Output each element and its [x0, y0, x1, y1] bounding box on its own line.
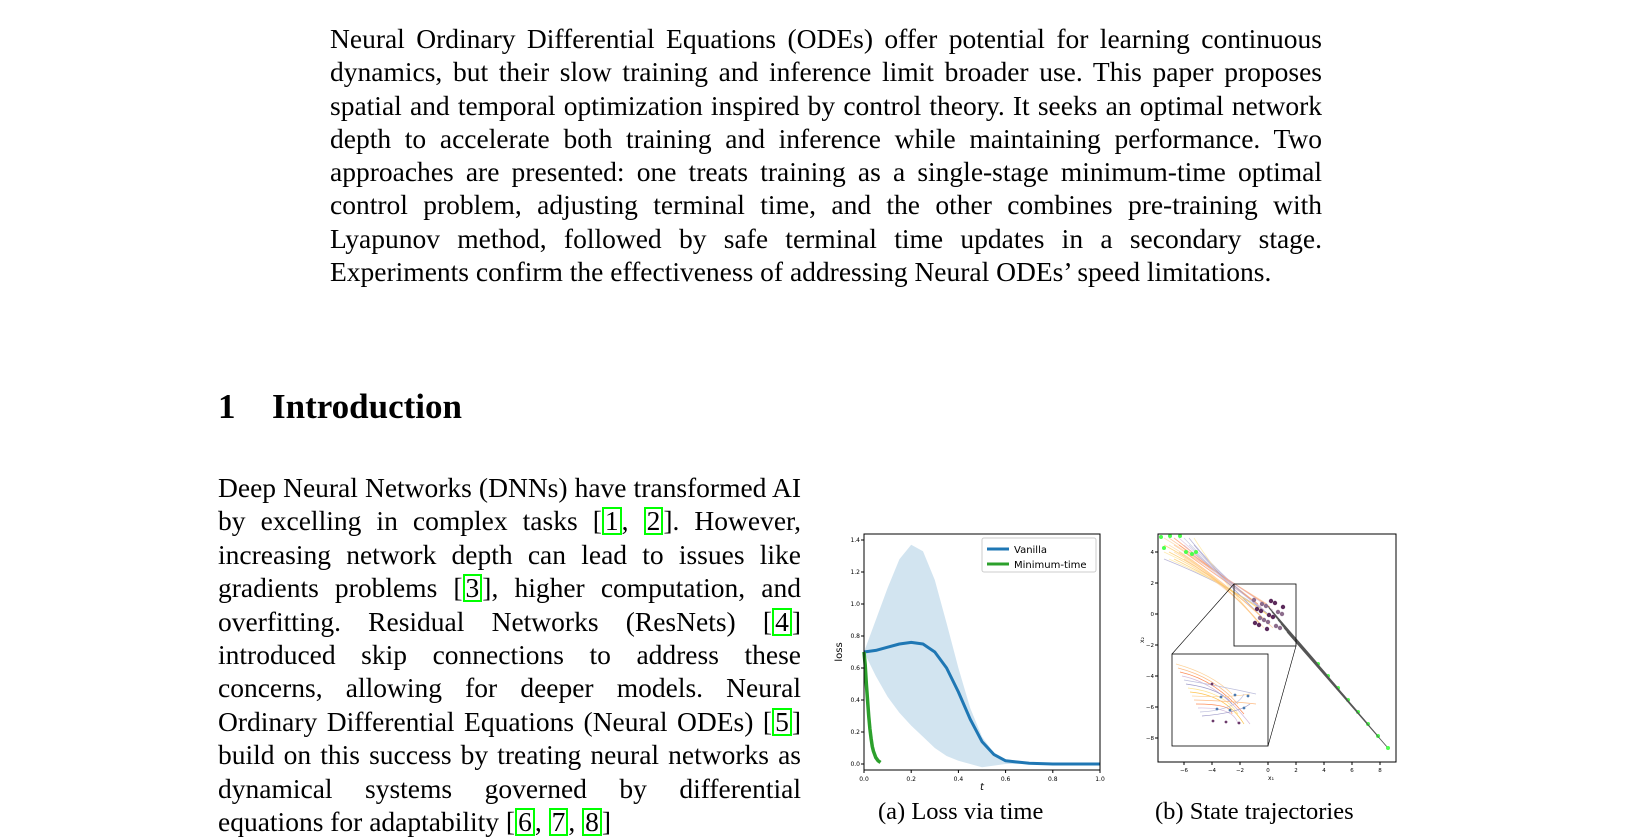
cluster-point — [1264, 604, 1268, 608]
trajectory-line — [1169, 552, 1267, 622]
x-tick-label: −4 — [1207, 768, 1217, 774]
cluster-point — [1257, 623, 1261, 627]
y-tick-label: 4 — [1150, 550, 1154, 556]
cluster-point — [1262, 618, 1266, 622]
intro-text: , — [621, 505, 644, 537]
trajectory-line — [1174, 552, 1270, 625]
start-point — [1184, 550, 1188, 554]
citation-link[interactable]: 7 — [549, 808, 569, 836]
x-tick-label: 0.2 — [906, 776, 916, 783]
x-tick-label: 0.8 — [1048, 776, 1058, 783]
cluster-point — [1280, 612, 1284, 616]
cluster-point — [1271, 615, 1275, 619]
legend-entry: Minimum-time — [1014, 560, 1087, 571]
intro-text: ] build on this success by treating neural networks as dynamical systems governed by differential equations for adaptability [ — [218, 705, 801, 838]
section-heading — [218, 387, 462, 427]
intro-text: , — [534, 806, 549, 838]
intro-text: ], higher computation, and overfitting. Residual Networks (ResNets) [ — [218, 572, 801, 637]
x-tick-label: −2 — [1235, 768, 1245, 774]
y-tick-label: 0.2 — [850, 729, 860, 736]
citation-link[interactable]: 1 — [602, 507, 622, 535]
cluster-point — [1281, 605, 1285, 609]
citation-link[interactable]: 3 — [463, 574, 483, 602]
inset-point — [1243, 707, 1246, 710]
cluster-point — [1253, 621, 1257, 625]
y-tick-label: −8 — [1145, 736, 1154, 742]
x-axis-label: t — [980, 782, 984, 793]
cluster-point — [1276, 610, 1280, 614]
trajectory-line — [1179, 559, 1258, 622]
abstract-text: Neural Ordinary Differential Equations (ODEs) offer potential for learning continuous dynamics, but their slow training and inference limit broader use. This paper proposes spatial and temporal optimization inspired by control theory. It seeks an optimal network depth to accelerate both training and inference while maintaining performance. Two approaches are presented: one treats training as a single-stage minimum-time optimal control problem, adjusting terminal time, and the other combines pre-training with Lyapunov method, followed by safe terminal time updates in a secondary stage. Experiments confirm the effectiveness of addressing Neural ODEs’ speed limitations. — [330, 23, 1322, 288]
start-point — [1162, 546, 1166, 550]
trajectory-line — [1287, 632, 1388, 748]
y-axis-label: x₂ — [1139, 637, 1146, 643]
inset-frame — [1172, 654, 1268, 746]
end-point — [1386, 746, 1390, 750]
loss-chart — [830, 528, 1120, 793]
cluster-point — [1267, 613, 1271, 617]
x-tick-label: 4 — [1322, 768, 1326, 774]
x-tick-label: 0.0 — [859, 776, 869, 783]
cluster-point — [1274, 624, 1278, 628]
y-tick-label: 1.4 — [850, 537, 860, 544]
citation-link[interactable]: 6 — [515, 808, 535, 836]
start-point — [1168, 534, 1172, 538]
y-tick-label: −4 — [1145, 674, 1154, 680]
y-tick-label: 1.0 — [850, 601, 860, 608]
intro-text: ] — [601, 806, 611, 838]
y-tick-label: 1.2 — [850, 569, 860, 576]
intro-text: , — [568, 806, 583, 838]
inset-point — [1247, 695, 1250, 698]
start-point — [1178, 534, 1182, 538]
zoom-connector — [1172, 584, 1234, 654]
x-tick-label: −6 — [1179, 768, 1189, 774]
x-tick-label: 0.6 — [1000, 776, 1011, 783]
intro-text: ]. However, increasing network depth can lead to issues like gradients problems [ — [218, 505, 801, 604]
x-tick-label: 8 — [1378, 768, 1382, 774]
cluster-point — [1269, 599, 1273, 603]
cluster-point — [1259, 609, 1263, 613]
cluster-point — [1260, 602, 1264, 606]
cluster-point — [1255, 607, 1259, 611]
y-tick-label: 0.6 — [850, 665, 860, 672]
intro-paragraph — [218, 471, 801, 838]
citation-link[interactable]: 4 — [772, 608, 792, 636]
y-tick-label: 0.8 — [850, 633, 860, 640]
inset-point — [1220, 696, 1223, 699]
x-tick-label: 1.0 — [1095, 776, 1105, 783]
caption-b: (b) State trajectories — [1155, 798, 1354, 825]
y-axis-label: loss — [834, 642, 845, 662]
y-tick-label: 0.0 — [850, 761, 860, 768]
x-tick-label: 0 — [1266, 768, 1270, 774]
x-tick-label: 2 — [1294, 768, 1298, 774]
x-tick-label: 6 — [1350, 768, 1354, 774]
intro-text: Deep Neural Networks (DNNs) have transformed AI by excelling in complex tasks [ — [218, 472, 801, 537]
cluster-point — [1258, 616, 1262, 620]
cluster-point — [1252, 598, 1256, 602]
start-point — [1190, 552, 1194, 556]
legend-entry: Vanilla — [1014, 545, 1047, 556]
citation-link[interactable]: 8 — [582, 808, 602, 836]
zoom-connector — [1268, 646, 1296, 746]
inset-point — [1212, 720, 1215, 723]
y-tick-label: 0.4 — [850, 697, 860, 704]
inset-point — [1216, 708, 1219, 711]
trajectory-line — [1184, 552, 1258, 604]
cluster-point — [1265, 627, 1269, 631]
citation-link[interactable]: 2 — [644, 507, 664, 535]
y-tick-label: 2 — [1150, 581, 1154, 587]
cluster-point — [1273, 601, 1277, 605]
section-number: 1 — [218, 387, 236, 426]
trajectory-chart — [1140, 528, 1410, 790]
start-point — [1159, 535, 1163, 539]
x-axis-label: x₁ — [1268, 775, 1274, 782]
inset-point — [1234, 694, 1237, 697]
inset-point — [1225, 721, 1228, 724]
citation-link[interactable]: 5 — [772, 708, 792, 736]
intro-text: ] introduced skip connections to address these concerns, allowing for deeper models. Neural Ordinary Differential Equations (Neural ODEs) [ — [218, 605, 801, 737]
y-tick-label: −6 — [1145, 705, 1154, 711]
start-point — [1194, 550, 1198, 554]
vanilla-band — [864, 545, 1100, 767]
inset-point — [1229, 709, 1232, 712]
cluster-point — [1278, 626, 1282, 630]
trajectory-line — [1164, 552, 1264, 619]
x-tick-label: 0.4 — [953, 776, 964, 783]
inset-point — [1211, 683, 1214, 686]
section-title: Introduction — [272, 387, 462, 426]
y-tick-label: 0 — [1150, 612, 1154, 618]
inset-point — [1238, 722, 1241, 725]
cluster-point — [1266, 620, 1270, 624]
y-tick-label: −2 — [1145, 643, 1154, 649]
caption-a: (a) Loss via time — [878, 798, 1044, 825]
